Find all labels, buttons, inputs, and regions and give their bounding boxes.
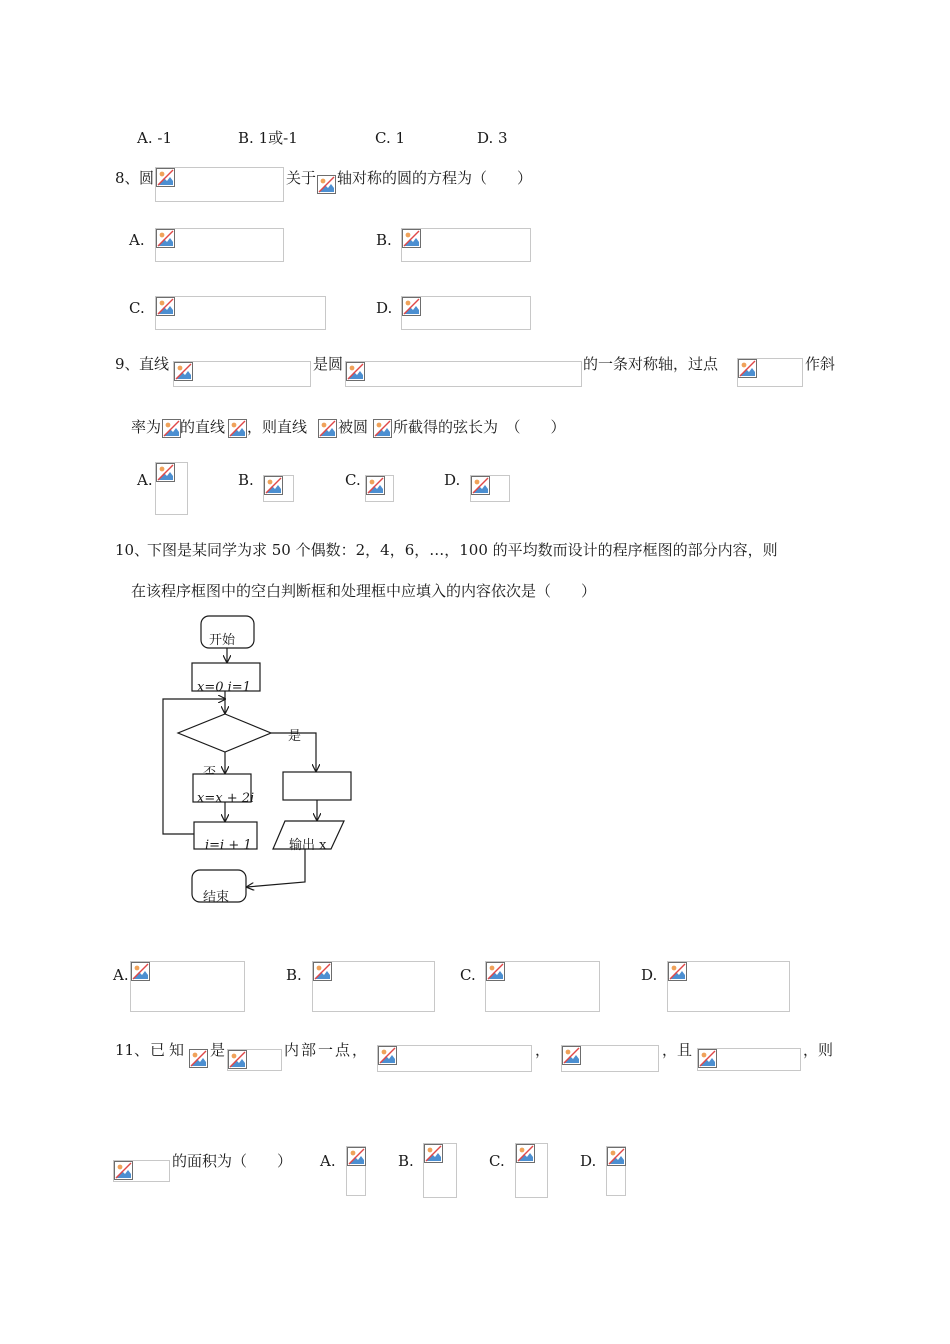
q10-option-c-label: C. bbox=[460, 966, 476, 984]
flowchart-init-label: x=0 i=1 bbox=[197, 680, 251, 695]
flowchart-output-label: 输出 x bbox=[289, 838, 327, 853]
q10-text-line-2: 在该程序框图中的空白判断框和处理框中应填入的内容依次是（ ） bbox=[131, 582, 597, 600]
q11-option-c-label: C. bbox=[489, 1152, 505, 1170]
q11-text-1: 已知 bbox=[150, 1041, 189, 1059]
q8-option-d-label: D. bbox=[376, 299, 393, 317]
q10-option-b-image bbox=[312, 961, 435, 1012]
q11-option-d-label: D. bbox=[580, 1152, 597, 1170]
q11-comma-2: ，且 bbox=[662, 1041, 693, 1059]
q10-text-line-1: 下图是某同学为求 50 个偶数：2，4，6，…，100 的平均数而设计的程序框图的部分内容，则 bbox=[147, 541, 778, 559]
q11-option-b-image bbox=[423, 1143, 457, 1198]
q11-text-4: ，则 bbox=[803, 1041, 834, 1059]
broken-image-icon bbox=[189, 1049, 208, 1068]
q11-number: 11、 bbox=[115, 1041, 150, 1059]
broken-image-icon bbox=[607, 1147, 626, 1166]
broken-image-icon bbox=[562, 1046, 581, 1065]
q7-option-d: D. 3 bbox=[477, 129, 508, 147]
q10-option-d-label: D. bbox=[641, 966, 658, 984]
q8-option-a-label: A. bbox=[129, 231, 145, 249]
q9-text-2: 是圆 bbox=[313, 355, 344, 373]
broken-image-icon bbox=[424, 1144, 443, 1163]
q10-option-d-image bbox=[667, 961, 790, 1012]
q9-option-b-label: B. bbox=[238, 471, 254, 489]
broken-image-icon bbox=[378, 1046, 397, 1065]
q9-line2-text-1: 率为 bbox=[131, 418, 162, 436]
broken-image-icon bbox=[347, 1147, 366, 1166]
broken-image-icon bbox=[668, 962, 687, 981]
flowchart-update-x-label: x=x + 2i bbox=[197, 791, 255, 806]
q9-number: 9、 bbox=[115, 355, 140, 373]
q7-option-a: A. -1 bbox=[137, 129, 173, 147]
q11-option-d-image bbox=[606, 1146, 626, 1196]
q11-text-2: 是 bbox=[210, 1041, 226, 1059]
q10-number: 10、 bbox=[115, 541, 150, 559]
q11-option-b-label: B. bbox=[398, 1152, 414, 1170]
q8-option-c-label: C. bbox=[129, 299, 145, 317]
q11-extra-condition-image bbox=[697, 1048, 801, 1071]
flowchart-blank-process-box bbox=[283, 772, 351, 800]
q11-line2-text: 的面积为（ ） bbox=[172, 1152, 293, 1170]
q9-option-a-label: A. bbox=[137, 471, 153, 489]
q10-option-b-label: B. bbox=[286, 966, 302, 984]
q8-option-b-label: B. bbox=[376, 231, 392, 249]
q8-text-1: 圆 bbox=[139, 169, 155, 187]
q9-line2-text-4: 被圆 bbox=[338, 418, 369, 436]
q10-option-a-image bbox=[130, 961, 245, 1012]
flowchart-end-label: 结束 bbox=[203, 890, 230, 905]
broken-image-icon bbox=[114, 1161, 133, 1180]
q9-text-3: 的一条对称轴，过点 bbox=[583, 355, 719, 373]
q8-text-3: 轴对称的圆的方程为（ ） bbox=[337, 169, 533, 187]
q11-angle-condition-image bbox=[561, 1045, 659, 1072]
broken-image-icon bbox=[698, 1049, 717, 1068]
q11-area-target-image bbox=[113, 1160, 170, 1182]
q11-vector-condition-image bbox=[377, 1045, 532, 1072]
broken-image-icon bbox=[131, 962, 150, 981]
q9-line2-text-3: ，则直线 bbox=[247, 418, 308, 436]
flowchart-yes-label: 是 bbox=[288, 729, 302, 744]
flowchart-start-label: 开始 bbox=[209, 633, 236, 648]
flowchart-arrow bbox=[247, 849, 305, 887]
q9-option-d-label: D. bbox=[444, 471, 461, 489]
q10-option-c-image bbox=[485, 961, 600, 1012]
q9-text-1: 直线 bbox=[139, 355, 170, 373]
flowchart-decision-diamond bbox=[178, 714, 271, 752]
q11-triangle-image bbox=[227, 1049, 282, 1071]
q9-text-4: 作斜 bbox=[805, 355, 836, 373]
q7-option-b: B. 1或-1 bbox=[238, 129, 298, 147]
q7-option-c: C. 1 bbox=[375, 129, 406, 147]
q11-option-a-label: A. bbox=[320, 1152, 336, 1170]
q11-comma-1: ， bbox=[535, 1041, 551, 1059]
flowchart-update-i-label: i=i + 1 bbox=[205, 838, 252, 853]
broken-image-icon bbox=[228, 1050, 247, 1069]
q9-line2-text-5: 所截得的弦长为 （ ） bbox=[393, 418, 566, 436]
q10-option-a-label: A. bbox=[113, 966, 129, 984]
broken-image-icon bbox=[486, 962, 505, 981]
q11-point-p-image bbox=[189, 1049, 209, 1069]
q8-number: 8、 bbox=[115, 169, 140, 187]
broken-image-icon bbox=[516, 1144, 535, 1163]
q11-option-c-image bbox=[515, 1143, 548, 1198]
q9-option-c-label: C. bbox=[345, 471, 361, 489]
broken-image-icon bbox=[313, 962, 332, 981]
q9-line2-text-2: 的直线 bbox=[180, 418, 226, 436]
q11-option-a-image bbox=[346, 1146, 366, 1196]
q8-text-2: 关于 bbox=[286, 169, 317, 187]
q11-text-3: 内部一点， bbox=[284, 1041, 370, 1059]
